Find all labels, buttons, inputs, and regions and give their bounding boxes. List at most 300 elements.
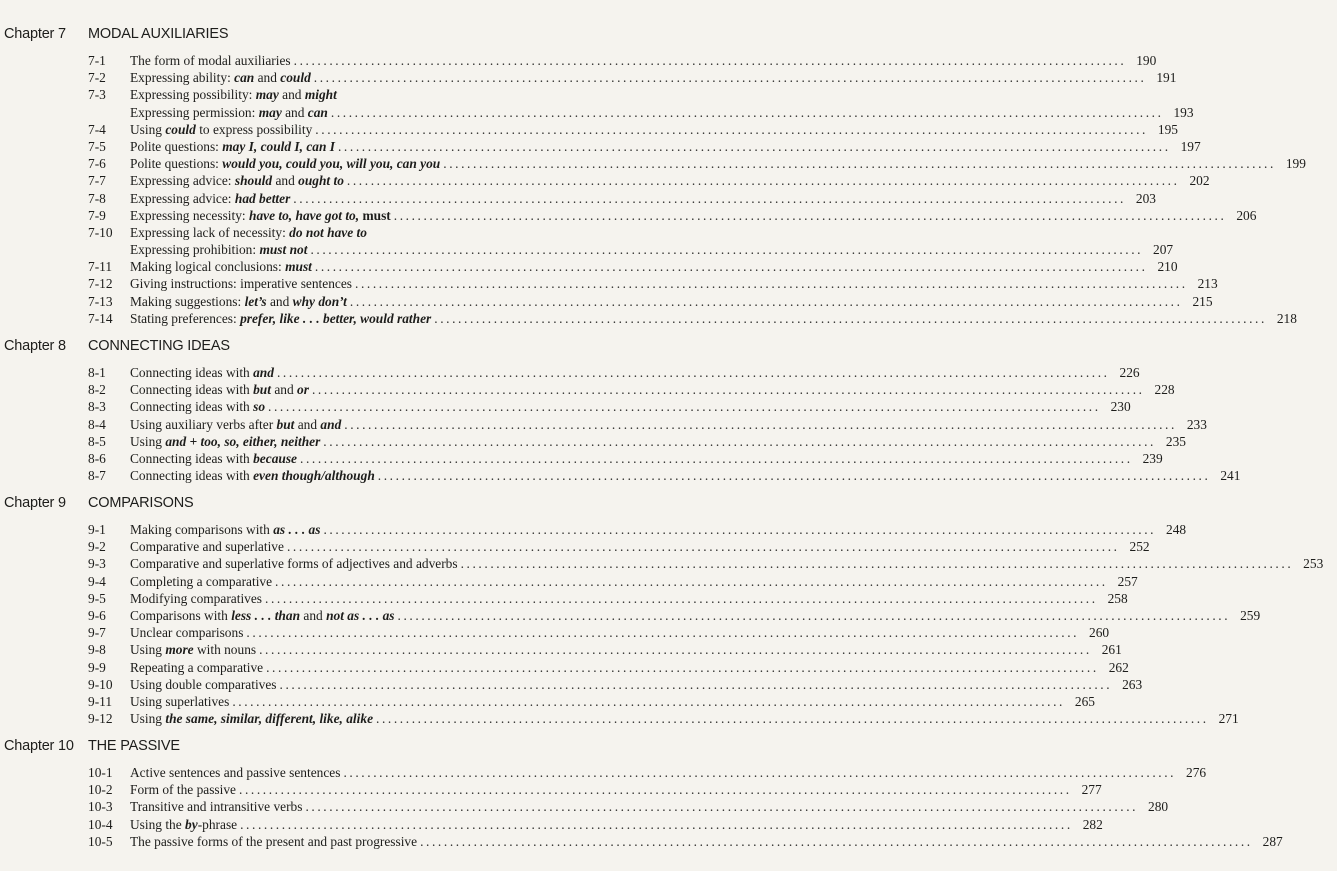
page-number: 248 (1166, 522, 1187, 537)
toc-entry (0, 624, 1110, 641)
title-text: Transitive and intransitive verbs (130, 799, 303, 815)
section-title (130, 676, 280, 693)
page-number: 235 (1165, 433, 1186, 449)
title-text: Connecting ideas with (130, 382, 254, 398)
emphasized-term: should (234, 173, 273, 189)
title-text: and (300, 607, 327, 623)
dot-leader: ............................................................................................................................................ (349, 293, 1183, 309)
dot-leader: ............................................................................................................................................ (330, 104, 1164, 120)
title-text: Unclear comparisons (130, 625, 244, 641)
dot-leader: ............................................................................................................................................ (240, 816, 1073, 832)
emphasized-term: or (297, 382, 309, 398)
dot-leader: ............................................................................................................................................ (286, 539, 1120, 555)
emphasized-term: must (362, 207, 391, 223)
dot-leader: ............................................................................................................................................ (314, 259, 1148, 275)
toc-entry (0, 104, 1194, 121)
dot-leader: ............................................................................................................................................ (279, 676, 1113, 692)
toc-entry (0, 781, 1102, 798)
section-number: 7-14 (88, 310, 113, 326)
section-title (130, 798, 305, 815)
toc-entry (0, 573, 1138, 590)
chapter-title: THE PASSIVE (88, 738, 180, 754)
section-title (130, 104, 331, 121)
title-text: and (294, 416, 321, 432)
page-number: 191 (1156, 70, 1177, 86)
section-number: 10-5 (88, 833, 113, 849)
title-text: and (278, 87, 305, 103)
page-number: 228 (1154, 382, 1175, 398)
toc-entry (0, 190, 1156, 207)
page-number: 195 (1157, 121, 1178, 137)
section-title (130, 69, 314, 86)
section-number: 10-1 (88, 765, 113, 780)
chapter-heading (0, 331, 600, 361)
dot-leader: ............................................................................................................................................ (232, 693, 1065, 709)
emphasized-term: and (320, 416, 342, 432)
page-number: 202 (1189, 173, 1210, 189)
emphasized-term: ought to (298, 173, 344, 189)
title-text: Polite questions: (130, 138, 223, 154)
toc-entry (0, 521, 1187, 538)
title-text: to express possibility (195, 121, 313, 137)
section-number: 9-3 (88, 556, 106, 572)
section-title (130, 624, 246, 641)
title-text: Comparisons with (130, 607, 232, 623)
title-text: Polite questions: (130, 156, 223, 172)
section-number: 7-9 (88, 207, 106, 223)
title-text: Stating preferences: (130, 310, 241, 326)
section-title (130, 364, 277, 381)
page-number: 213 (1197, 276, 1218, 292)
chapter-label: Chapter 7 (4, 26, 66, 42)
section-title (130, 398, 268, 415)
chapter-heading (0, 488, 600, 518)
title-text: Using superlatives (130, 693, 230, 709)
section-number: 10-3 (88, 799, 113, 815)
title-text: -phrase (197, 816, 238, 832)
dot-leader: ............................................................................................................................................ (259, 642, 1092, 658)
section-number: 9-7 (88, 625, 106, 641)
section-title (130, 573, 275, 590)
toc-entry (0, 798, 1169, 815)
emphasized-term: let’s (244, 293, 267, 309)
dot-leader: ............................................................................................................................................ (313, 70, 1147, 86)
emphasized-term: would you, could you, will you, can you (222, 156, 441, 172)
title-text: Connecting ideas with (130, 468, 254, 484)
emphasized-term: but (253, 382, 271, 398)
section-number: 7-11 (88, 259, 113, 275)
emphasized-term: may I, could I, can I (222, 138, 335, 154)
section-number: 8-6 (88, 450, 106, 466)
emphasized-term: prefer, like . . . better, would rather (240, 310, 432, 326)
emphasized-term: must (285, 259, 312, 275)
page-number: 190 (1136, 53, 1157, 68)
title-text: The form of modal auxiliaries (130, 53, 291, 68)
page-number: 271 (1218, 711, 1239, 727)
emphasized-term: might (304, 87, 337, 103)
section-number: 7-5 (88, 138, 106, 154)
page-number: 257 (1117, 573, 1138, 589)
title-text: Expressing ability: (130, 70, 235, 86)
dot-leader: ............................................................................................................................................ (276, 365, 1110, 380)
dot-leader: ............................................................................................................................................ (393, 207, 1227, 223)
title-text: Connecting ideas with (130, 365, 254, 380)
title-text: Making comparisons with (130, 522, 274, 537)
dot-leader: ............................................................................................................................................ (275, 573, 1108, 589)
toc-entry (0, 538, 1150, 555)
toc-entry (0, 816, 1103, 833)
toc-entry (0, 555, 1324, 572)
title-text: Completing a comparative (130, 573, 273, 589)
page-number: 253 (1303, 556, 1324, 572)
page-number: 226 (1119, 365, 1140, 380)
emphasized-term: why don’t (292, 293, 347, 309)
section-number: 8-3 (88, 399, 106, 415)
toc-entry (0, 258, 1178, 275)
title-text: and (254, 70, 281, 86)
title-text: Form of the passive (130, 782, 236, 798)
toc-entry (0, 224, 600, 241)
dot-leader: ............................................................................................................................................ (344, 416, 1177, 432)
section-number: 9-5 (88, 590, 106, 606)
page-number: 277 (1081, 782, 1102, 798)
toc-entry (0, 659, 1129, 676)
toc-entry (0, 86, 600, 103)
section-number: 9-2 (88, 539, 106, 555)
section-number: 10-4 (88, 816, 113, 832)
toc-entry (0, 641, 1122, 658)
chapter-title: MODAL AUXILIARIES (88, 26, 229, 42)
section-title (130, 381, 312, 398)
title-text: and (281, 104, 308, 120)
toc-entry (0, 693, 1095, 710)
dot-leader: ............................................................................................................................................ (239, 782, 1072, 798)
title-text: Expressing advice: (130, 190, 235, 206)
section-title (130, 450, 300, 467)
title-text: The passive forms of the present and past progressive (130, 833, 418, 849)
chapter-title: COMPARISONS (88, 495, 194, 511)
section-number: 7-2 (88, 70, 106, 86)
section-title (130, 816, 240, 833)
section-number: 8-5 (88, 433, 106, 449)
dot-leader: ............................................................................................................................................ (265, 590, 1098, 606)
chapter-8-section (0, 331, 1241, 484)
section-number: 7-12 (88, 276, 113, 292)
toc-entry (0, 833, 1283, 850)
dot-leader: ............................................................................................................................................ (266, 659, 1099, 675)
chapter-title: CONNECTING IDEAS (88, 338, 230, 354)
toc-entry (0, 710, 1239, 727)
title-text: Using the (130, 816, 186, 832)
page-number: 241 (1220, 468, 1241, 484)
toc-entry (0, 52, 1157, 69)
toc-entry (0, 293, 1213, 310)
title-text: Using auxiliary verbs after (130, 416, 277, 432)
section-number: 9-12 (88, 711, 113, 727)
title-text: and (272, 173, 299, 189)
section-title (130, 590, 265, 607)
chapter-heading (0, 731, 600, 761)
emphasized-term: may (255, 87, 279, 103)
section-number: 7-13 (88, 293, 113, 309)
title-text: Modifying comparatives (130, 590, 263, 606)
section-title (130, 258, 315, 275)
chapter-10-section (0, 731, 1283, 850)
dot-leader: ............................................................................................................................................ (397, 607, 1231, 623)
page-number: 280 (1148, 799, 1169, 815)
emphasized-term: had better (234, 190, 291, 206)
chapter-label: Chapter 9 (4, 495, 66, 511)
dot-leader: ............................................................................................................................................ (315, 121, 1148, 137)
section-title (130, 207, 394, 224)
section-title (130, 433, 323, 450)
section-number: 7-7 (88, 173, 106, 189)
dot-leader: ............................................................................................................................................ (246, 625, 1080, 641)
emphasized-term: more (165, 642, 194, 658)
page-number: 206 (1236, 207, 1257, 223)
title-text: and (266, 293, 293, 309)
page-number: 207 (1153, 242, 1174, 258)
section-title (130, 190, 293, 207)
toc-entry (0, 590, 1128, 607)
section-title (130, 833, 420, 850)
title-text: Using (130, 642, 166, 658)
section-number: 7-10 (88, 224, 113, 240)
dot-leader: ............................................................................................................................................ (376, 711, 1209, 727)
page-number: 276 (1186, 765, 1207, 780)
section-number: 9-4 (88, 573, 106, 589)
dot-leader: ............................................................................................................................................ (310, 242, 1144, 258)
title-text: with nouns (193, 642, 257, 658)
section-number: 9-8 (88, 642, 106, 658)
entry-list (0, 521, 1324, 727)
emphasized-term: and (253, 365, 274, 380)
dot-leader: ............................................................................................................................................ (293, 190, 1126, 206)
section-number: 7-6 (88, 156, 106, 172)
title-text: Comparative and superlative (130, 539, 284, 555)
page-number: 239 (1142, 450, 1163, 466)
toc-entry (0, 138, 1201, 155)
page-number: 287 (1262, 833, 1283, 849)
dot-leader: ............................................................................................................................................ (443, 156, 1276, 172)
page-number: 262 (1108, 659, 1129, 675)
section-title (130, 86, 340, 103)
title-text: and (270, 382, 298, 398)
section-title (130, 416, 344, 433)
page-number: 215 (1192, 293, 1213, 309)
section-number: 8-4 (88, 416, 106, 432)
dot-leader: ............................................................................................................................................ (377, 468, 1211, 484)
page-number: 282 (1082, 816, 1103, 832)
section-title (130, 293, 350, 310)
section-title (130, 521, 323, 538)
entry-list (0, 764, 1283, 850)
toc-entry (0, 364, 1140, 381)
section-title (130, 275, 355, 292)
emphasized-term: and + too, so, either, neither (165, 433, 321, 449)
title-text: Repeating a comparative (130, 659, 264, 675)
section-title (130, 138, 338, 155)
title-text: Using (130, 121, 166, 137)
chapter-label: Chapter 8 (4, 338, 66, 354)
toc-entry (0, 207, 1257, 224)
section-number: 7-1 (88, 53, 106, 68)
entry-list (0, 364, 1241, 484)
emphasized-term: could (280, 70, 311, 86)
title-text: Using (130, 433, 166, 449)
toc-entry (0, 398, 1131, 415)
title-text: Expressing possibility: (130, 87, 256, 103)
toc-entry (0, 764, 1207, 781)
section-number: 8-1 (88, 365, 106, 380)
emphasized-term: as . . . as (273, 522, 321, 537)
toc-entry (0, 607, 1261, 624)
title-text: Expressing necessity: (130, 207, 250, 223)
section-title (130, 710, 376, 727)
title-text: Expressing lack of necessity: (130, 224, 290, 240)
dot-leader: ............................................................................................................................................ (355, 276, 1188, 292)
page-number: 210 (1157, 259, 1178, 275)
section-number: 9-9 (88, 659, 106, 675)
dot-leader: ............................................................................................................................................ (346, 173, 1180, 189)
toc-entry (0, 467, 1241, 484)
dot-leader: ............................................................................................................................................ (337, 138, 1171, 154)
dot-leader: ............................................................................................................................................ (420, 833, 1253, 849)
section-title (130, 467, 378, 484)
page-number: 261 (1101, 642, 1122, 658)
dot-leader: ............................................................................................................................................ (323, 433, 1156, 449)
section-number: 10-2 (88, 782, 113, 798)
section-number: 7-8 (88, 190, 106, 206)
title-text: Making suggestions: (130, 293, 245, 309)
toc-entry (0, 241, 1174, 258)
emphasized-term: must not (259, 242, 308, 258)
toc-entry (0, 155, 1306, 172)
section-title (130, 781, 239, 798)
section-title (130, 607, 398, 624)
page-number: 193 (1173, 104, 1194, 120)
emphasized-term: may (258, 104, 282, 120)
emphasized-term: could (165, 121, 196, 137)
section-number: 9-11 (88, 693, 113, 709)
section-title (130, 538, 287, 555)
section-title (130, 693, 232, 710)
page-number: 252 (1129, 539, 1150, 555)
toc-entry (0, 676, 1143, 693)
section-title (130, 555, 461, 572)
toc-entry (0, 381, 1175, 398)
title-text: Using double comparatives (130, 676, 277, 692)
emphasized-term: can (234, 70, 255, 86)
page-number: 263 (1122, 676, 1143, 692)
page-number: 218 (1276, 310, 1297, 326)
emphasized-term: less . . . than (231, 607, 301, 623)
title-text: Expressing permission: (130, 104, 259, 120)
chapter-9-section (0, 488, 1324, 727)
page-number: 259 (1240, 607, 1261, 623)
title-text: Giving instructions: imperative sentences (130, 276, 353, 292)
section-title (130, 310, 434, 327)
title-text: Comparative and superlative forms of adjectives and adverbs (130, 556, 458, 572)
title-text: Making logical conclusions: (130, 259, 286, 275)
page-number: 258 (1107, 590, 1128, 606)
page-number: 260 (1089, 625, 1110, 641)
toc-entry (0, 310, 1297, 327)
title-text: Expressing prohibition: (130, 242, 260, 258)
dot-leader: ............................................................................................................................................ (343, 765, 1177, 780)
section-title (130, 659, 266, 676)
emphasized-term: but (276, 416, 295, 432)
section-number: 7-3 (88, 87, 106, 103)
dot-leader: ............................................................................................................................................ (311, 382, 1145, 398)
page-number: 233 (1186, 416, 1207, 432)
title-text: Using (130, 711, 166, 727)
section-title (130, 52, 294, 69)
section-number: 8-2 (88, 382, 106, 398)
section-title (130, 121, 315, 138)
section-title (130, 641, 259, 658)
section-number: 9-1 (88, 522, 106, 537)
dot-leader: ............................................................................................................................................ (268, 399, 1101, 415)
title-text: Active sentences and passive sentences (130, 765, 341, 780)
emphasized-term: by (185, 816, 198, 832)
section-title (130, 241, 310, 258)
page-number: 265 (1074, 693, 1095, 709)
section-number: 9-6 (88, 607, 106, 623)
page-number: 230 (1110, 399, 1131, 415)
emphasized-term: do not have to (289, 224, 367, 240)
toc-entry (0, 275, 1218, 292)
dot-leader: ............................................................................................................................................ (300, 450, 1133, 466)
entry-list (0, 52, 1306, 327)
emphasized-term: so (253, 399, 266, 415)
title-text: Connecting ideas with (130, 399, 254, 415)
section-title (130, 172, 347, 189)
section-number: 9-10 (88, 676, 113, 692)
emphasized-term: even though/although (253, 468, 375, 484)
dot-leader: ............................................................................................................................................ (323, 522, 1157, 537)
toc-entry (0, 416, 1207, 433)
chapter-heading (0, 19, 600, 49)
toc-entry (0, 450, 1163, 467)
dot-leader: ............................................................................................................................................ (434, 310, 1267, 326)
page-number: 199 (1285, 156, 1306, 172)
section-number: 8-7 (88, 468, 106, 484)
section-title (130, 155, 443, 172)
emphasized-term: because (253, 450, 297, 466)
title-text: Expressing advice: (130, 173, 235, 189)
emphasized-term: have to, have got to, (249, 207, 360, 223)
toc-entry (0, 121, 1178, 138)
emphasized-term: can (307, 104, 328, 120)
toc-entry (0, 433, 1186, 450)
page-number: 197 (1180, 138, 1201, 154)
section-title (130, 224, 370, 241)
emphasized-term: not as . . . as (326, 607, 395, 623)
emphasized-term: the same, similar, different, like, alike (165, 711, 374, 727)
section-number: 7-4 (88, 121, 106, 137)
chapter-label: Chapter 10 (4, 738, 74, 754)
toc-entry (0, 172, 1210, 189)
title-text: Connecting ideas with (130, 450, 254, 466)
dot-leader: ............................................................................................................................................ (305, 799, 1139, 815)
dot-leader: ............................................................................................................................................ (293, 53, 1127, 68)
section-title (130, 764, 343, 781)
page-number: 203 (1135, 190, 1156, 206)
dot-leader: ............................................................................................................................................ (460, 556, 1294, 572)
toc-entry (0, 69, 1177, 86)
chapter-7-section (0, 19, 1306, 327)
